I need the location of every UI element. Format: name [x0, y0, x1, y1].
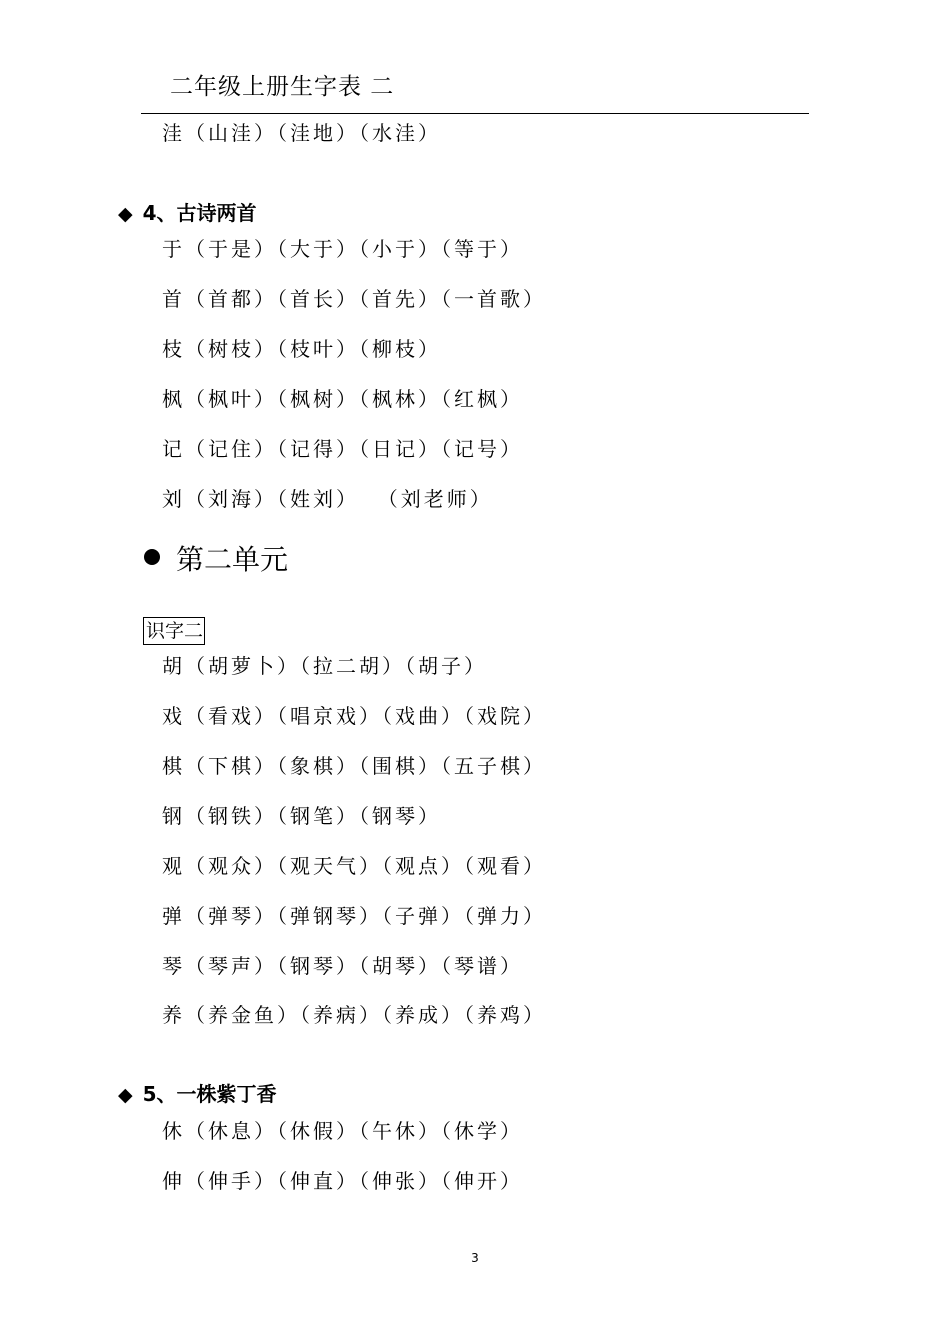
- word-row: 休（休息）（休假）（午休）（休学）: [162, 1119, 523, 1143]
- word-row: 戏（看戏）（唱京戏）（戏曲）（戏院）: [162, 704, 546, 728]
- page-header: 二年级上册生字表 二: [170, 74, 395, 100]
- word-row: 枝（树枝）（枝叶）（柳枝）: [162, 337, 441, 361]
- unit-heading: [144, 543, 289, 576]
- word-row: 记（记住）（记得）（日记）（记号）: [162, 437, 523, 461]
- lesson-heading: [104, 1064, 276, 1105]
- lesson-heading: [104, 183, 256, 224]
- word-row: 枫（枫叶）（枫树）（枫林）（红枫）: [162, 387, 523, 411]
- diamond-bullet-icon: ◆: [117, 203, 133, 225]
- word-row: 胡（胡萝卜）（拉二胡）（胡子）: [162, 654, 487, 678]
- word-row: 首（首都）（首长）（首先）（一首歌）: [162, 287, 546, 311]
- word-row: 伸（伸手）（伸直）（伸张）（伸开）: [162, 1169, 523, 1193]
- word-row: 琴（琴声）（钢琴）（胡琴）（琴谱）: [162, 954, 523, 978]
- word-row: 洼（山洼）（洼地）（水洼）: [162, 121, 441, 145]
- lesson-title: 4、古诗两首: [142, 201, 257, 225]
- word-row: 刘（刘海）（姓刘） （刘老师）: [162, 487, 493, 511]
- bullet-dot-icon: [144, 549, 160, 565]
- page-number: 3: [471, 1251, 479, 1265]
- header-rule: [141, 113, 809, 114]
- unit-title: 第二单元: [176, 543, 289, 576]
- diamond-bullet-icon: ◆: [117, 1084, 133, 1106]
- word-row: 养（养金鱼）（养病）（养成）（养鸡）: [162, 1003, 546, 1027]
- lesson-title: 5、一株紫丁香: [142, 1082, 277, 1106]
- word-row: 弹（弹琴）（弹钢琴）（子弹）（弹力）: [162, 904, 546, 928]
- word-row: 棋（下棋）（象棋）（围棋）（五子棋）: [162, 754, 546, 778]
- word-row: 于（于是）（大于）（小于）（等于）: [162, 237, 523, 261]
- literacy-label: 识字二: [143, 617, 205, 645]
- word-row: 观（观众）（观天气）（观点）（观看）: [162, 854, 546, 878]
- word-row: 钢（钢铁）（钢笔）（钢琴）: [162, 804, 441, 828]
